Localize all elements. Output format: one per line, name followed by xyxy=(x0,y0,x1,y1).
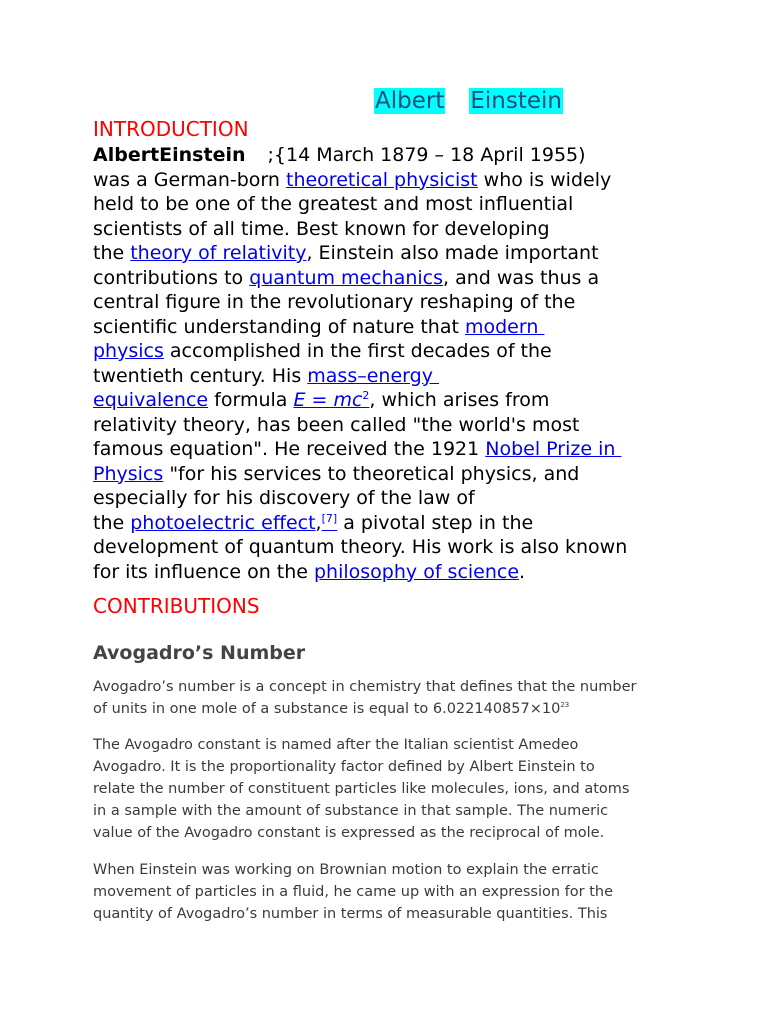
intro-line: central figure in the revolutionary reshaping of the xyxy=(93,291,576,313)
intro-line: development of quantum theory. His work is also known xyxy=(93,536,628,558)
title-word-albert: Albert xyxy=(375,88,445,114)
reference-7-link[interactable]: [7] xyxy=(321,511,338,525)
avogadro-paragraph-1: Avogadro’s number is a concept in chemistry that defines that the number of units in one mole of a substance is equal to $6.022140857\times 10^{23}$ xyxy=(93,679,637,717)
intro-line: held to be one of the greatest and most influential xyxy=(93,193,574,215)
intro-line: especially for his discovery of the law of xyxy=(93,487,475,509)
intro-line: contributions to quantum mechanics, and was thus a xyxy=(93,266,600,289)
link-mass-energy-equivalence[interactable]: mass–energy xyxy=(307,364,439,387)
intro-line: was a German-born theoretical physicist who is widely xyxy=(93,168,612,191)
exponent-superscript: 23 xyxy=(560,701,570,709)
intro-line: famous equation". He received the 1921 Nobel Prize in xyxy=(93,438,622,460)
link-modern-physics[interactable]: modern xyxy=(464,315,545,338)
intro-line: AlbertEinstein ;{14 March 1879 – 18 April 1955) xyxy=(93,144,586,166)
link-e-mc2[interactable]: $E = mc^2$ xyxy=(293,389,370,411)
intro-line: Physics "for his services to theoretical physics, and xyxy=(93,462,580,485)
intro-line: scientific understanding of nature that modern xyxy=(93,315,545,338)
link-modern-physics[interactable]: physics xyxy=(93,340,164,362)
intro-line: twentieth century. His mass–energy xyxy=(93,364,439,387)
intro-line: the theory of relativity, Einstein also made important xyxy=(93,242,599,264)
title-word-einstein: Einstein xyxy=(470,88,562,114)
link-nobel-prize-in-physics[interactable]: Nobel Prize in xyxy=(485,438,622,460)
intro-line: scientists of all time. Best known for developing xyxy=(93,217,550,240)
link-photoelectric-effect[interactable]: photoelectric effect xyxy=(130,511,316,534)
link-nobel-prize-in-physics[interactable]: Physics xyxy=(93,462,164,485)
intro-line: equivalence formula $E = mc^2$, which arises from xyxy=(93,389,550,411)
introduction-paragraph xyxy=(93,143,693,584)
link-philosophy-of-science[interactable]: philosophy of science xyxy=(314,560,520,583)
page-title xyxy=(374,86,563,116)
avogadro-paragraph-2: The Avogadro constant is named after the Italian scientist Amedeo Avogadro. It is the proportionality factor defined by Albert Einstein to relate the number of constituent particles like molecules, ions, and atoms in a sample with the amount of substance in that sample. The numeric value of the Avogadro constant is expressed as the reciprocal of mole. xyxy=(93,737,630,841)
avogadro-heading: Avogadro’s Number xyxy=(93,642,306,664)
contributions-heading: CONTRIBUTIONS xyxy=(93,594,260,618)
intro-line: physics accomplished in the first decades of the xyxy=(93,340,552,362)
einstein-name: AlbertEinstein xyxy=(93,144,246,166)
link-theory-of-relativity[interactable]: theory of relativity xyxy=(130,242,307,264)
link-mass-energy-equivalence[interactable]: equivalence xyxy=(93,389,209,411)
introduction-heading: INTRODUCTION xyxy=(93,117,249,141)
intro-line: the photoelectric effect,[7] a pivotal step in the xyxy=(93,511,534,534)
intro-line: for its influence on the philosophy of science. xyxy=(93,560,526,583)
intro-line: relativity theory, has been called "the world's most xyxy=(93,413,580,436)
link-quantum-mechanics[interactable]: quantum mechanics xyxy=(249,266,444,289)
avogadro-paragraph-3: When Einstein was working on Brownian motion to explain the erratic movement of particles in a fluid, he came up with an expression for the quantity of Avogadro’s number in terms of measurable quantities. This xyxy=(93,862,614,922)
link-theoretical-physicist[interactable]: theoretical physicist xyxy=(286,168,478,191)
